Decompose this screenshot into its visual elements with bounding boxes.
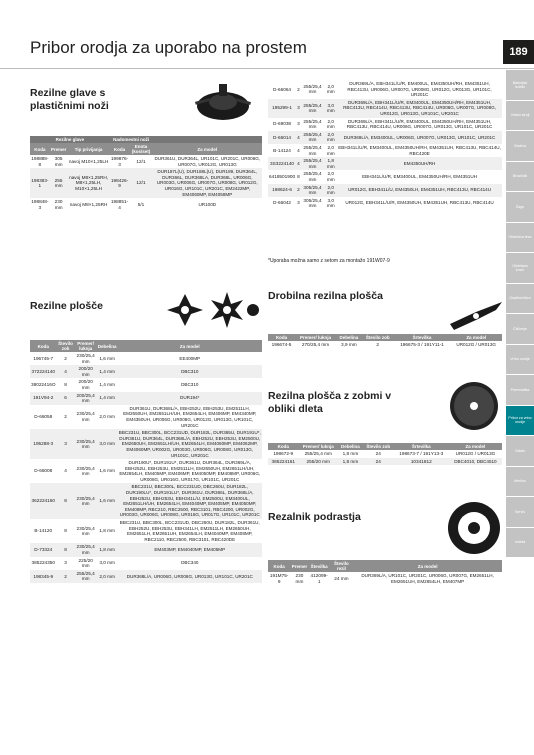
- table-cell: 255/25,4 mm: [303, 171, 322, 182]
- table-cell: 198888-8: [31, 156, 49, 167]
- table-cell: 362224160: [30, 483, 57, 519]
- table-cell: 1,4 mm: [97, 392, 118, 405]
- column-header: Debelina: [338, 443, 363, 450]
- table-row: [30, 570, 262, 583]
- table-cell: B-14120: [34, 528, 53, 534]
- table-row: [268, 197, 502, 210]
- section-title-drobilna: Drobilna rezilna plošča: [268, 290, 383, 302]
- table-row: [268, 118, 502, 131]
- table-cell: 255/25,4 mm: [304, 451, 332, 456]
- section-title-rezilne-plosce: Rezilne plošče: [30, 300, 103, 312]
- table-cell: 1,4 mm: [99, 382, 115, 388]
- table-cell: 255/25,4 mm: [303, 118, 322, 130]
- table-cell: BBC231U, BBC300L, BCC231UD, DUR182L, DUR365U, DUR191U*, DUR361U, DUR364L, DUR368L/A, EBH252U, EBH253U, EM2500U, EM2650UH, EM2651LH/UH, EM2654LH, EM4060MP, EM4062MP, EM4060MP, UR002G, UR003G, UR006G, UR008G, UR013G, UR101C, UR201C: [118, 430, 261, 458]
- table-cell: 2: [64, 355, 67, 361]
- column-header: Premer/ luknja: [295, 334, 336, 341]
- table-cell: D-73324: [30, 543, 57, 556]
- table-row: [30, 459, 262, 483]
- table-cell: 4: [296, 131, 301, 144]
- table-cell: DUR361U, DUR364L, UR101C, UR201C, UR006G, UR007G, UR012G, UR013G: [154, 156, 261, 167]
- table-cell: 200/25,4 mm: [76, 392, 95, 404]
- table-cell: 1,6 mm: [97, 483, 118, 519]
- table-cell: 196675-3 / 191Y11-1: [400, 342, 444, 347]
- table-cell: DUR369L/A, EBH341L/U/R, EM3400UL, EM4350UH/RH, EM4351UH, RBC413U, RBC414U, UR006G, UR007G, UR013G, UR101C, UR201C: [346, 118, 493, 130]
- table-cell: 198673-7 / 191Y13-3: [399, 451, 444, 456]
- table-cell: 3: [296, 99, 301, 118]
- table-cell: 4: [297, 147, 300, 153]
- footnote: *Uporaba možna samo z setom za montažo 191W07-9: [268, 258, 390, 264]
- table-cell: UR012G, EBH341L/U, EM4350LH, EM4351UH, RBC413U, RBC414U: [337, 184, 502, 197]
- header-divider: [0, 68, 534, 69]
- table-cell: EBH341L/U/R, EM3400UL, EM4350UH/RH, EM4351UH: [362, 174, 477, 180]
- column-header: Premer/ luknja: [298, 443, 338, 450]
- table-cell: D-66064: [273, 86, 292, 92]
- table-cell: 195299-1: [268, 99, 296, 118]
- table-cell: 3: [297, 200, 300, 206]
- table-cell: 230/25,4 mm: [76, 465, 95, 477]
- table-cell: 6: [57, 392, 75, 405]
- table-cell: D-66014: [268, 131, 296, 144]
- section-title-rezalnik: Rezalnik podrastja: [268, 511, 361, 523]
- table-blades-continued: [268, 80, 502, 210]
- table-cell: 196674-5: [271, 342, 292, 347]
- table-cell: 8: [57, 483, 75, 519]
- table-cell: 200/20 mm: [75, 365, 97, 378]
- table-cell: DUR194*: [118, 392, 262, 405]
- table-cell: 195288-3: [30, 429, 57, 459]
- table-row: [30, 557, 262, 570]
- column-header: Za model: [449, 443, 502, 450]
- table-cell: 1,4 mm: [97, 365, 118, 378]
- table-cell: 198426-9: [110, 168, 130, 198]
- table-cell: D-66008: [34, 468, 53, 474]
- table-cell: DUR361U, DUR368L/A, EBH252U, EBH253U, EM2511LH, EM2650UH, EM2651LH/UH, EM2654LH, EM406MP, EM4340MP, EM4350UH, UR006G, UR008G, UR012G, UR013G, UR101C, UR201C: [123, 405, 257, 428]
- table-cell: 3: [57, 429, 75, 459]
- table-row: [268, 572, 502, 585]
- sidebar-tab[interactable]: Pribor za vrtno orodje: [506, 406, 534, 437]
- table-cell: 5/1: [137, 201, 145, 207]
- column-header: Koda: [268, 560, 290, 572]
- table-cell: 12/1: [136, 158, 146, 164]
- table-row: [268, 170, 502, 183]
- section-title-zobmi: Rezilna plošča z zobmi v obliki dleta: [268, 390, 392, 415]
- column-header: Šrtevilka: [394, 443, 449, 450]
- table-row: [268, 458, 502, 466]
- table-cell: 191V94-2: [30, 392, 57, 405]
- column-header: Število zob: [363, 443, 394, 450]
- table-cell: 255 mm: [50, 168, 68, 198]
- table-brush-cutter: [268, 560, 502, 585]
- sidebar-tab[interactable]: Brusilniki: [506, 162, 534, 193]
- table-cell: UR100D: [198, 201, 217, 207]
- table-blades: [30, 340, 262, 583]
- column-header: Koda: [30, 143, 50, 155]
- table-cell: B-14124: [273, 147, 291, 153]
- table-cell: 3,0 mm: [97, 429, 118, 459]
- table-cell: 1,8 mm: [342, 451, 359, 456]
- blade-images: [165, 290, 260, 330]
- table-cell: 2,0 mm: [324, 184, 337, 197]
- column-header: Premer: [50, 143, 68, 155]
- table-cell: 2,0 mm: [324, 131, 337, 144]
- table-cell: 1,8 mm: [338, 458, 363, 466]
- page-title: Pribor orodja za uporabo na prostem: [30, 38, 307, 57]
- table-row: [30, 429, 262, 459]
- table-cell: 1,6 mm: [99, 468, 115, 474]
- table-cell: 198851-4: [110, 199, 129, 210]
- table-cell: 255/25,4 mm: [303, 144, 322, 156]
- table-row: [268, 450, 502, 458]
- table-cell: DUR369L/A, EBH341L/U/R, EM400UL, EM4350UH/RH, EM4351UH, RBC413U, UR006G, UR007G, UR008G, UR012G, UR013G, UR101C, UR201C: [347, 81, 492, 98]
- table-cell: 10341812: [394, 458, 449, 466]
- table-row: [268, 80, 502, 99]
- column-header: Premer: [290, 560, 308, 572]
- table-chisel: [268, 443, 502, 465]
- table-cell: DUR369L/A, EM3400UL, UR006G, UR007G, UR013G, UR101C, UR201C: [337, 131, 502, 144]
- table-row: [268, 99, 502, 118]
- table-cell: 255/25,4 mm: [76, 570, 95, 582]
- table-cell: 2,0 mm: [326, 144, 335, 156]
- table-cell: 372224140: [30, 365, 57, 378]
- table-cell: DUR369L/A, UR101C, UR201C, UR006G, UR007G, EM2651LH, EM2651UH, EM2654LH, EM407MP: [361, 573, 494, 584]
- table-cell: 255/25,4 mm: [301, 157, 325, 170]
- table-cell: 1,8 mm: [99, 528, 115, 534]
- table-cell: 230/25,4 mm: [76, 544, 95, 555]
- sidebar-tab[interactable]: Baterijski izdelki: [506, 70, 534, 101]
- table-cell: 305 mm: [54, 156, 63, 167]
- table-row: [268, 341, 502, 349]
- table-cell: 8: [297, 174, 300, 180]
- table-cell: D-69038: [273, 121, 292, 127]
- table-cell: 198848-3: [31, 199, 49, 210]
- table-cell: 305/25,4 mm: [303, 197, 322, 209]
- table-cell: 2,0 mm: [326, 118, 335, 130]
- table-row: [30, 378, 262, 391]
- table-cell: 412099-1: [310, 573, 328, 584]
- brush-cutter-image: [446, 500, 502, 556]
- table-row: [30, 155, 262, 168]
- table-cell: 4: [57, 365, 75, 378]
- table-cell: 8: [57, 543, 75, 556]
- table-cell: 255/25,4 mm: [303, 83, 322, 95]
- table-cell: 2: [297, 86, 300, 92]
- table-row: [30, 405, 262, 429]
- column-header: Premer/ luknja: [75, 340, 97, 352]
- table-cell: 230/25,4 mm: [76, 411, 95, 422]
- table-cell: UR012G / UR013G: [456, 342, 496, 347]
- table-cell: 2,0 mm: [99, 414, 115, 420]
- table-row: [30, 198, 262, 211]
- table-cell: navoj M10×1,25LH: [68, 158, 109, 164]
- table-row: [30, 483, 262, 519]
- table-cell: 2: [64, 414, 67, 420]
- table-cell: 255/25,4 mm: [301, 131, 325, 144]
- table-cell: 24 mm: [334, 575, 349, 581]
- table-cell: 225/20 mm: [78, 557, 93, 569]
- table-cell: UR012G / UR013G: [455, 451, 496, 456]
- table-cell: 3: [64, 560, 67, 566]
- column-header: Za model: [118, 340, 262, 352]
- table-cell: 1,8 mm: [97, 543, 118, 556]
- table-cell: 385224161: [268, 458, 298, 466]
- table-cell: 2,0 mm: [326, 171, 335, 182]
- column-header: Koda: [268, 443, 298, 450]
- column-header: Šrtevilka: [394, 334, 451, 341]
- table-cell: DUR187L(U), DUR188L(U), DUR189, DUR364L, DUR366L, DUR368LA, DUR368L, UR006G, UR003G, UR006G, UR007G, UR008G, UR012G, UR016G, UR101C, UR201C, EM2422MP, EM4060MP, EM4058MP: [153, 168, 262, 198]
- section-title-rezilne-glave: Rezilne glave s plastičnimi noži: [30, 87, 109, 112]
- sidebar-tab[interactable]: Obdelava lesa: [506, 223, 534, 254]
- table-cell: 8: [64, 382, 67, 388]
- table-cell: 8: [64, 528, 67, 534]
- column-header: Debelina: [336, 334, 362, 341]
- table-cell: 200/20 mm: [78, 379, 93, 390]
- table-cell: 198345-9: [30, 570, 57, 583]
- sidebar-tab[interactable]: Vrtalni stroji: [506, 101, 534, 132]
- table-row: [268, 157, 502, 170]
- sidebar-tab[interactable]: Pnevmatika: [506, 375, 534, 406]
- table-cell: navoj M8×1,25RH, M8×1,25LH, M10×1,25LH: [67, 168, 109, 198]
- table-cell: 255/25,4 mm: [301, 99, 325, 118]
- table-cell: 6418501900: [269, 174, 296, 180]
- table-cell: DBC310: [118, 365, 262, 378]
- sidebar-tab[interactable]: Kladiva: [506, 131, 534, 162]
- table-cell: 198624-6: [268, 184, 296, 197]
- table-cell: 4: [64, 468, 67, 474]
- sidebar-tab[interactable]: Žage: [506, 192, 534, 223]
- table-cell: 2: [57, 570, 75, 583]
- page-number: 189: [503, 40, 534, 64]
- table-mulching: [268, 334, 502, 349]
- table-cell: 2,0 mm: [97, 570, 118, 583]
- table-cell: 3S3224140: [268, 157, 296, 170]
- table-cell: 2: [376, 342, 380, 347]
- table-cell: DBC340: [181, 560, 199, 566]
- table-row: [268, 184, 502, 197]
- table-row: [30, 168, 262, 198]
- column-header: Koda: [30, 340, 57, 352]
- table-cell: 24: [363, 458, 394, 466]
- table-cell: 3,0 mm: [326, 197, 335, 209]
- table-row: [268, 131, 502, 144]
- table-row: [30, 543, 262, 556]
- table-cell: 230/25,4 mm: [76, 525, 95, 537]
- table-cell: DUR368L/A, UR006G, UR008G, UR013G, UR101C, UR201C: [118, 570, 262, 583]
- sidebar-tab[interactable]: Ostalo: [506, 436, 534, 467]
- table-cell: 2: [296, 184, 301, 197]
- table-cell: DBC310: [181, 382, 199, 388]
- table-cell: 191M75-9: [269, 573, 289, 584]
- column-header: Za model: [153, 143, 262, 155]
- table-cell: 3,9 mm: [341, 342, 357, 347]
- sidebar-tab[interactable]: Vrtno orodje: [506, 345, 534, 376]
- table-cell: 3,0 mm: [99, 560, 115, 566]
- mulching-blade-image: [446, 296, 506, 336]
- table-cell: DUR369L/A, EBH341L/U/R, EM3400UL, EM4350UH/RH, EM4351UH, RBC413U, RBC414U, RBC413U, RBC414U, UR006G, UR007G, UR008G, UR012G, UR013G, UR101C, UR201C: [337, 99, 502, 118]
- table-cell: 230/25,4 mm: [75, 483, 97, 519]
- column-header: Za model: [450, 334, 502, 341]
- table-cell: BBC231U, BBC300L, BCC231UD, DBC260U, DUR182L, DUR190LU*, DUR191LU*, DUR361U, DUR366L, DUR368L/A, EBH252U, EBH253U, EBH341L/U, EM2500U, EM3400UL, EM2651LH/UH, EM2654LH, EM4040MP, EM405MP, EM4050MP, EM408MP, RBC210, RBC2500, RBC3101, RBC4200, UR002G, UR003G, UR006G, UR008G, UR016G, UR017G, UR101C, UR201C: [118, 483, 262, 519]
- table-cell: UR012G, EBH341L/U/R, EM4350UH, EM4351UH, RBC413U, RBC414U: [345, 200, 494, 206]
- column-header: Koda: [110, 143, 130, 155]
- table-cell: BBC231U, BBC300L, BCC231UD, DBC260U, DUR182L, DUR361U, EBH252U, EBH253U, EBH341LH, EM2511LH, EM2650UH, EM2651LH, EM2651UH, EM2654LH, EM4040MP, EM408MP, RBC2110, RBC2500, RBC3101, RBC420DE: [119, 520, 260, 542]
- column-header: Koda: [268, 334, 295, 341]
- sidebar-tab[interactable]: Servis: [506, 497, 534, 528]
- table-cell: 196745-7: [33, 355, 54, 361]
- table-cell: 198383-1: [30, 168, 50, 198]
- table-cell: 12/1: [129, 168, 152, 198]
- table-cell: 230/25,4 mm: [76, 353, 95, 364]
- column-header: Število zob: [58, 341, 73, 351]
- table-cell: 255/20 mm: [298, 458, 338, 466]
- table-group-header: Rezilne glave: [30, 136, 110, 143]
- chisel-blade-image: [448, 380, 500, 432]
- table-cell: 199876-3: [110, 156, 129, 167]
- table-cell: 230/25,4 mm: [75, 429, 97, 459]
- table-row: [30, 519, 262, 543]
- table-cell: 1,6 mm: [99, 355, 115, 361]
- table-cell: D-66058: [34, 414, 53, 420]
- table-cell: navoj M8×1,25RH: [69, 201, 108, 207]
- column-header: Debelina: [97, 340, 118, 352]
- table-cell: EM4350UH/RH: [337, 157, 502, 170]
- sidebar-tab[interactable]: Merilno: [506, 467, 534, 498]
- sidebar-tab[interactable]: Gradbeništvo: [506, 284, 534, 315]
- column-header: Številka: [309, 560, 330, 572]
- table-trimmer-heads: [30, 136, 262, 211]
- table-cell: EE400MP: [179, 355, 201, 361]
- table-cell: DBC4010, DBC4510: [449, 458, 502, 466]
- column-header: Enota (kos/set): [129, 143, 152, 155]
- table-row: [30, 352, 262, 365]
- table-cell: DUR190U*, DUR191U*, DUR361U, DUR364L, DUR369L/A, EBH252U, EBH253U, EM2511LH, EM2650UH, EM2651LH/UH, EM2654LH, EM405MP, EM406MP, EM4050MP, EM408MP, UR006G, UR008G, UR016G, UR017G, UR101C, UR201C: [119, 460, 261, 482]
- column-header: Število zob: [362, 334, 394, 341]
- table-cell: 3,0 mm: [324, 99, 337, 118]
- table-group-header: Nadomestni noži: [110, 136, 153, 143]
- table-cell: 38022416O: [31, 382, 56, 388]
- sidebar-tab[interactable]: Indeks: [506, 528, 534, 559]
- column-header: Tip privijanja: [67, 143, 109, 155]
- table-cell: 230 mm: [295, 573, 304, 584]
- table-cell: 230 mm: [54, 199, 63, 210]
- sidebar-tab[interactable]: Obdelava kovin: [506, 253, 534, 284]
- table-cell: D-66042: [273, 200, 292, 206]
- table-cell: 3: [297, 121, 300, 127]
- column-header: Za model: [353, 560, 502, 572]
- sidebar-tab[interactable]: Čiščenje: [506, 314, 534, 345]
- table-cell: 385224350: [31, 560, 55, 566]
- table-row: [30, 365, 262, 378]
- table-row: [30, 392, 262, 405]
- trimmer-head-image: [193, 80, 253, 128]
- table-cell: 198672-9: [273, 451, 294, 456]
- table-cell: 1,8 mm: [324, 157, 337, 170]
- table-cell: 305/25,4 mm: [301, 184, 325, 197]
- table-cell: EBH341L/U/R, EM3400UL, EM4350UH/RH, EM4351UH, RBC413U, RBC414U, RBC420E: [338, 144, 501, 156]
- table-cell: 270/25,4 mm: [301, 342, 330, 347]
- table-cell: EM403MP, EM4040MP, EM405MP: [118, 543, 262, 556]
- table-row: [268, 144, 502, 157]
- table-cell: 24: [375, 451, 381, 456]
- sidebar: [506, 70, 534, 558]
- table-cell: 4: [296, 157, 301, 170]
- table-cell: 2,0 mm: [326, 83, 335, 95]
- column-header: Število rezil: [330, 560, 354, 572]
